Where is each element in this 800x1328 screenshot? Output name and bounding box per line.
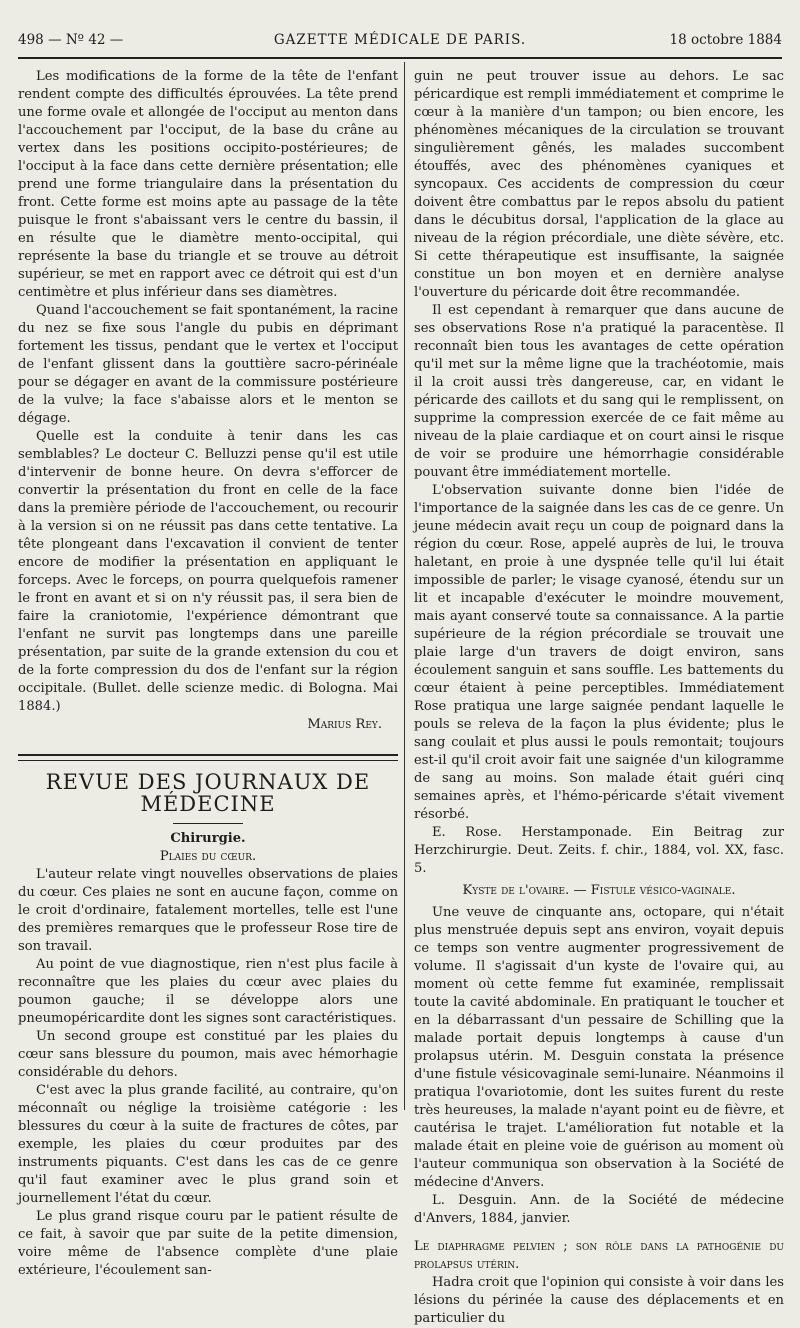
article-title: Le diaphragme pelvien ; son rôle dans la pathogénie du prolapsus utérin. [414,1239,784,1272]
issue-number: — Nº 42 — [48,32,124,48]
author-signature: Marius Rey. [307,717,382,732]
journal-title: GAZETTE MÉDICALE DE PARIS. [273,32,527,48]
paragraph: Le plus grand risque couru par le patient résulte de ce fait, à savoir que par suite de la petite dimension, voire même de l'absence complète d'une plaie extérieure, l'écoulement san- [18,1209,398,1278]
article-title: Plaies du cœur. [159,849,257,864]
page-number: 498 [18,32,44,48]
bibliographic-reference: E. Rose. Herstamponade. Ein Beitrag zur Herzchirurgie. Deut. Zeits. f. chir., 1884, vol. XX, fasc. 5. [414,825,784,876]
column-divider [404,62,405,1110]
paragraph: Au point de vue diagnostique, rien n'est plus facile à reconnaître que les plaies du cœur avec plaies du poumon gauche; il se développe alors une pneumopéricardite dont les signes sont caractéristiques. [18,957,398,1026]
paragraph: Il est cependant à remarquer que dans aucune de ses observations Rose n'a pratiqué la paracentèse. Il reconnaît bien tous les avantages de cette opération qu'il met sur la même ligne que la trachéotomie, mais il la croit aussi très dangereuse, car, en vidant le péricarde des caillots et du sang qui le remplissent, on supprime la compression exercée de ce fait même au niveau de la plaie cardiaque et on court ainsi le risque de voir se produire une hémorrhagie considérable pouvant être immédiatement mortelle. [414,303,784,480]
issue-date: 18 octobre 1884 [669,32,782,48]
header-rule [18,57,782,59]
paragraph: C'est avec la plus grande facilité, au contraire, qu'on méconnaît ou néglige la troisième catégorie : les blessures du cœur à la suite de fractures de côtes, par exemple, les plaies du cœur produites par des instruments piquants. C'est dans les cas de ce genre qu'il faut examiner avec le plus grand soin et journellement l'état du cœur. [18,1083,398,1206]
page-header [18,30,782,54]
paragraph: L'auteur relate vingt nouvelles observations de plaies du cœur. Ces plaies ne sont en aucune façon, comme on le croit d'ordinaire, fatalement mortelles, telle est l'une des premières remarques que le professeur Rose tire de son travail. [18,867,398,954]
paragraph: Quelle est la conduite à tenir dans les cas semblables? Le docteur C. Belluzzi pense qu'il est utile d'intervenir de bonne heure. On devra s'efforcer de convertir la présentation du front en celle de la face dans la première période de l'accouchement, ou recourir à la version si on ne réussit pas dans cette tentative. La tête plongeant dans l'excavation il convient de tenter encore de modifier la présentation en appliquant le forceps. Avec le forceps, on pourra quelquefois ramener le front en avant et si on n'y réussit pas, il sera bien de faire la craniotomie, l'expérience démontrant que l'enfant ne survit pas longtemps dans une pareille présentation, par suite de la grande extension du cou et de la forte compression du dos de l'enfant sur la région occipitale. (Bullet. delle scienze medic. di Bologna. Mai 1884.) [18,429,398,714]
paragraph: Les modifications de la forme de la tête de l'enfant rendent compte des difficultés éprouvées. La tête prend une forme ovale et allongée de l'occiput au menton dans l'accouchement par l'occiput, de la base du crâne au vertex dans les positions occipito-postérieures; de l'occiput à la face dans cette dernière présentation; elle prend une forme triangulaire dans la présentation du front. Cette forme est moins apte au passage de la tête puisque le front s'abaissant vers le centre du bassin, il en résulte que le diamètre mento-occipital, qui représente la base du triangle et se trouve au détroit supérieur, se met en rapport avec ce détroit qui est d'un centimètre et plus inférieur dans ses diamètres. [18,69,398,300]
subsection-title: Chirurgie. [170,831,246,846]
paragraph: Un second groupe est constitué par les plaies du cœur sans blessure du poumon, mais avec hémorhagie considérable du dehors. [18,1029,398,1080]
article-title: Kyste de l'ovaire. — Fistule vésico-vaginale. [462,883,736,898]
bibliographic-reference: L. Desguin. Ann. de la Société de médecine d'Anvers, 1884, janvier. [414,1193,784,1226]
title-underline [173,823,243,824]
section-rule [18,754,398,756]
section-rule-thin [18,760,398,761]
paragraph: Quand l'accouchement se fait spontanément, la racine du nez se fixe sous l'angle du pubis en déprimant fortement les tissus, pendant que le vertex et l'occiput de l'enfant glissent dans la gouttière sacro-périnéale pour se dégager en avant de la commissure postérieure de la vulve; la face s'abaisse alors et le menton se dégage. [18,303,398,426]
paragraph: Hadra croit que l'opinion qui consiste à voir dans les lésions du périnée la cause des déplacements et en particulier du [414,1275,784,1326]
paragraph: guin ne peut trouver issue au dehors. Le sac péricardique est rempli immédiatement et comprime le cœur à la manière d'un tampon; ou bien encore, les phénomènes mécaniques de la circulation se trouvant singulièrement gênés, les malades succombent étouffés, avec des phénomènes cyaniques et syncopaux. Ces accidents de compression du cœur doivent être combattus par le repos absolu du patient dans le décubitus dorsal, l'application de la glace au niveau de la région précordiale, une diète sévère, etc. Si cette thérapeutique est insuffisante, la saignée constitue un bon moyen et en dernière analyse l'ouverture du péricarde doit être recommandée. [414,69,784,300]
paragraph: Une veuve de cinquante ans, octopare, qui n'était plus menstruée depuis sept ans environ, voyait depuis ce temps son ventre augmenter progressivement de volume. Il s'agissait d'un kyste de l'ovaire qui, au moment où cette femme fut examinée, remplissait toute la cavité abdominale. En pratiquant le toucher et en la débarrassant d'un pessaire de Schilling que la malade portait depuis longtemps à cause d'un prolapsus utérin. M. Desguin constata la présence d'une fistule vésicovaginale semi-lunaire. Néanmoins il pratiqua l'ovariotomie, dont les suites furent du reste très heureuses, la malade n'ayant point eu de fièvre, et cautérisa le trajet. L'amélioration fut notable et la malade était en pleine voie de guérison au moment où l'auteur communiqua son observation à la Société de médecine d'Anvers. [414,905,784,1190]
section-title: REVUE DES JOURNAUX DE MÉDECINE [45,770,371,816]
right-column [414,68,784,1328]
left-column [18,68,398,1280]
paragraph: L'observation suivante donne bien l'idée de l'importance de la saignée dans les cas de ce genre. Un jeune médecin avait reçu un coup de poignard dans la région du cœur. Rose, appelé auprès de lui, le trouva haletant, en proie à une dyspnée telle qu'il lui était impossible de parler; le visage cyanosé, étendu sur un lit et incapable d'exécuter le moindre mouvement, mais ayant conservé toute sa connaissance. A la partie supérieure de la région précordiale se trouvait une plaie large d'un travers de doigt environ, sans écoulement sanguin et sans souffle. Les battements du cœur étaient à peine perceptibles. Immédiatement Rose pratiqua une large saignée pendant laquelle le pouls se releva de la façon la plus évidente; plus le sang coulait et plus aussi le pouls remontait; toujours est-il qu'il croit avoir fait une saignée d'un kilogramme de sang au moins. Son malade était guéri cinq semaines après, et l'hémo-péricarde s'était vivement résorbé. [414,483,784,822]
